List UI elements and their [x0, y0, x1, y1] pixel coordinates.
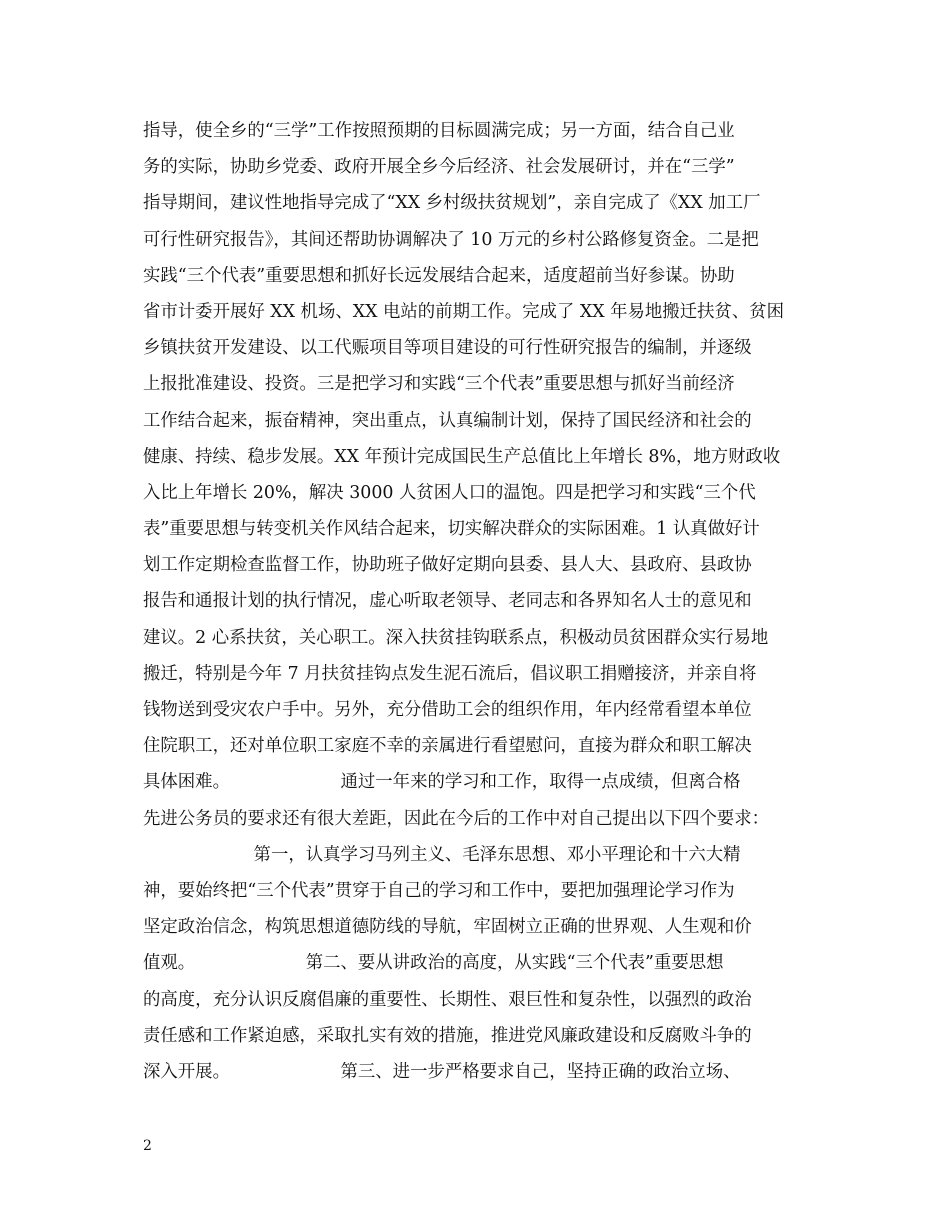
text-line: 的高度，充分认识反腐倡廉的重要性、长期性、艰巨性和复杂性，以强烈的政治 [143, 989, 752, 1010]
text-line: 可行性研究报告》，其间还帮助协调解决了 10 万元的乡村公路修复资金。二是把 [143, 229, 759, 250]
text-line: 责任感和工作紧迫感，采取扎实有效的措施，推进党风廉政建设和反腐败斗争的 [143, 1025, 752, 1046]
text-line: 先进公务员的要求还有很大差距，因此在今后的工作中对自己提出以下四个要求： [143, 808, 770, 829]
text-line: 划工作定期检查监督工作，协助班子做好定期向县委、县人大、县政府、县政协 [143, 555, 752, 576]
text-line: 搬迁，特别是今年 7 月扶贫挂钩点发生泥石流后，倡议职工捐赠接济，并亲自将 [143, 663, 757, 684]
text-line: 上报批准建设、投资。三是把学习和实践“三个代表”重要思想与抓好当前经济 [143, 374, 735, 395]
text-line: 第一，认真学习马列主义、毛泽东思想、邓小平理论和十六大精 [143, 844, 741, 865]
text-line: 建议。2 心系扶贫，关心职工。深入扶贫挂钩联系点，积极动员贫困群众实行易地 [143, 627, 769, 648]
text-line: 表”重要思想与转变机关作风结合起来，切实解决群众的实际困难。1 认真做好计 [143, 519, 760, 540]
page-number: 2 [143, 1138, 152, 1154]
text-line: 省市计委开展好 XX 机场、XX 电站的前期工作。完成了 XX 年易地搬迁扶贫、贫困 [143, 301, 785, 322]
text-line: 钱物送到受灾农户手中。另外，充分借助工会的组织作用，年内经常看望本单位 [143, 700, 752, 720]
text-line: 深入开展。 第三、进一步严格要求自己，坚持正确的政治立场、 [143, 1061, 741, 1082]
text-line: 入比上年增长 20%，解决 3000 人贫困人口的温饱。四是把学习和实践“三个代 [143, 482, 756, 503]
text-line: 具体困难。 通过一年来的学习和工作，取得一点成绩，但离合格 [143, 772, 741, 793]
text-line: 神，要始终把“三个代表”贯穿于自己的学习和工作中，要把加强理论学习作为 [143, 880, 735, 901]
text-line: 坚定政治信念，构筑思想道德防线的导航，牢固树立正确的世界观、人生观和价 [143, 917, 752, 938]
text-line: 住院职工，还对单位职工家庭不幸的亲属进行看望慰问，直接为群众和职工解决 [143, 736, 752, 757]
text-line: 健康、持续、稳步发展。XX 年预计完成国民生产总值比上年增长 8%，地方财政收 [143, 446, 781, 467]
text-line: 乡镇扶贫开发建设、以工代赈项目等项目建设的可行性研究报告的编制，并逐级 [143, 338, 752, 359]
text-line: 值观。 第二、要从讲政治的高度，从实践“三个代表”重要思想 [143, 953, 724, 974]
text-line: 务的实际，协助乡党委、政府开展全乡今后经济、社会发展研讨，并在“三学” [143, 157, 735, 178]
text-line: 指导，使全乡的“三学”工作按照预期的目标圆满完成；另一方面，结合自己业 [143, 121, 735, 141]
body-text [143, 113, 808, 1090]
text-line: 实践“三个代表”重要思想和抓好长远发展结合起来，适度超前当好参谋。协助 [143, 265, 735, 286]
text-line: 工作结合起来，振奋精神，突出重点，认真编制计划，保持了国民经济和社会的 [143, 410, 752, 431]
text-line: 报告和通报计划的执行情况，虚心听取老领导、老同志和各界知名人士的意见和 [143, 591, 752, 612]
text-line: 指导期间，建议性地指导完成了“XX 乡村级扶贫规划”，亲自完成了《XX 加工厂 [143, 193, 761, 214]
